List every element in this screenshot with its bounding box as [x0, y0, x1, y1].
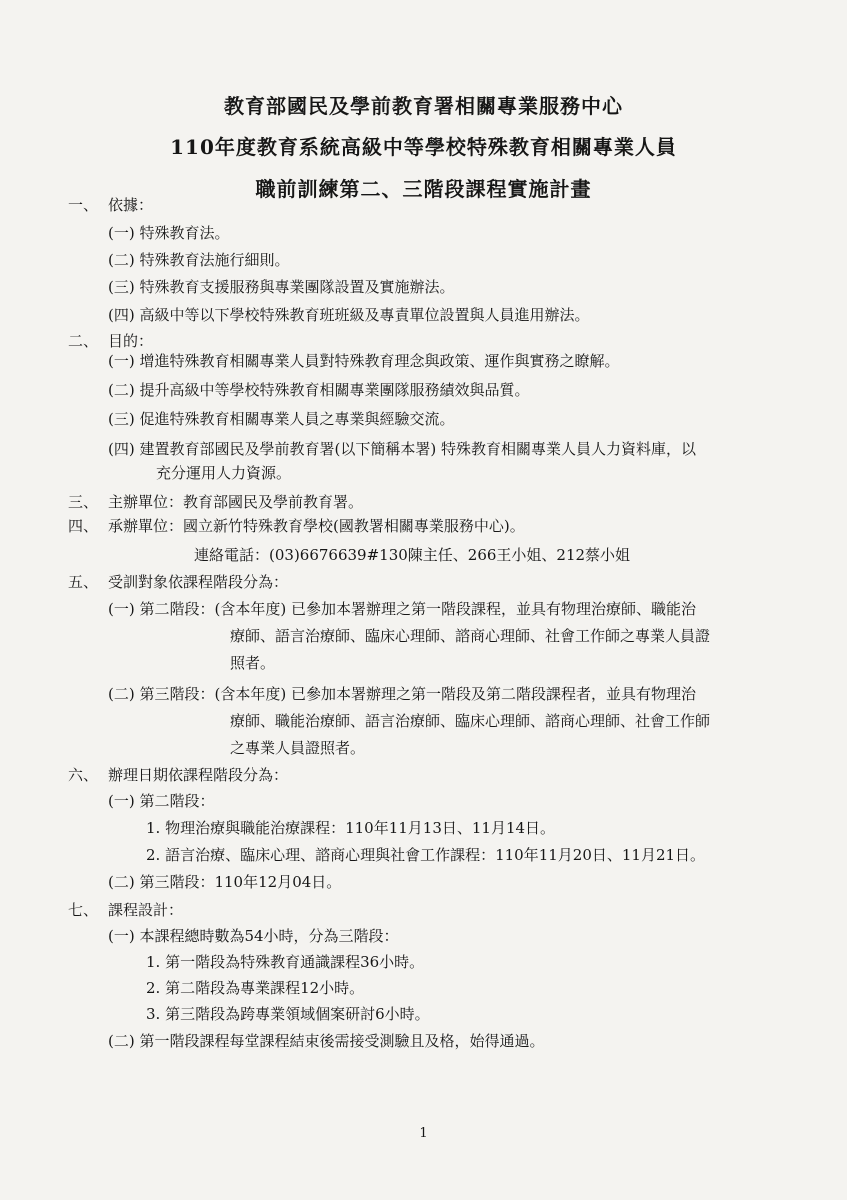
section-3-number: 三、 [68, 493, 99, 511]
section-2-item: (二) 提升高級中等學校特殊教育相關專業團隊服務績效與品質。 [108, 381, 530, 399]
section-7-subitem: 2. 第二階段為專業課程12小時。 [146, 979, 365, 997]
section-5-item-continuation: 療師、職能治療師、語言治療師、臨床心理師、諮商心理師、社會工作師 [230, 712, 711, 730]
page-number: 1 [419, 1126, 428, 1141]
section-5-item: (一) 第二階段：(含本年度) 已參加本署辦理之第一階段課程，並具有物理治療師、職能治 [108, 600, 696, 618]
section-2-item-continuation: 充分運用人力資源。 [156, 464, 292, 482]
section-6-title: 辦理日期依課程階段分為： [108, 766, 289, 784]
section-5-item: (二) 第三階段：(含本年度) 已參加本署辦理之第一階段及第二階段課程者，並具有物理治 [108, 685, 696, 703]
section-7-subitem: 3. 第三階段為跨專業領域個案研討6小時。 [146, 1005, 430, 1023]
section-5-item-continuation: 照者。 [230, 654, 276, 672]
header-line-2: 110年度教育系統高級中等學校特殊教育相關專業人員 [170, 135, 677, 159]
section-2-item: (四) 建置教育部國民及學前教育署(以下簡稱本署) 特殊教育相關專業人員人力資料庫，以 [108, 440, 696, 458]
section-4-contact: 連絡電話：(03)6676639#130陳主任、266王小姐、212蔡小姐 [194, 546, 631, 564]
section-7-title: 課程設計： [108, 901, 184, 919]
section-4-text: 承辦單位：國立新竹特殊教育學校(國教署相關專業服務中心)。 [108, 517, 525, 535]
section-3-text: 主辦單位：教育部國民及學前教育署。 [108, 493, 364, 511]
section-2-item: (三) 促進特殊教育相關專業人員之專業與經驗交流。 [108, 410, 455, 428]
section-6-number: 六、 [68, 766, 99, 784]
section-1-item: (二) 特殊教育法施行細則。 [108, 251, 290, 269]
section-6-subitem: 1. 物理治療與職能治療課程：110年11月13日、11月14日。 [146, 819, 556, 837]
header-line-1: 教育部國民及學前教育署相關專業服務中心 [224, 94, 623, 118]
section-5-number: 五、 [68, 573, 99, 591]
section-7-item: (二) 第一階段課程每堂課程結束後需接受測驗且及格，始得通過。 [108, 1032, 545, 1050]
header-line-3: 職前訓練第二、三階段課程實施計畫 [255, 177, 592, 201]
section-1-item: (四) 高級中等以下學校特殊教育班班級及專責單位設置與人員進用辦法。 [108, 306, 590, 324]
section-7-number: 七、 [68, 901, 99, 919]
section-4-number: 四、 [68, 517, 99, 535]
section-2-title: 目的： [108, 332, 154, 350]
section-7-subitem: 1. 第一階段為特殊教育通識課程36小時。 [146, 953, 425, 971]
section-1-item: (一) 特殊教育法。 [108, 224, 230, 242]
section-1-item: (三) 特殊教育支援服務與專業團隊設置及實施辦法。 [108, 278, 455, 296]
section-6-item: (二) 第三階段：110年12月04日。 [108, 873, 342, 891]
section-2-item: (一) 增進特殊教育相關專業人員對特殊教育理念與政策、運作與實務之瞭解。 [108, 352, 620, 370]
section-5-title: 受訓對象依課程階段分為： [108, 573, 289, 591]
section-7-item: (一) 本課程總時數為54小時，分為三階段： [108, 927, 399, 945]
section-5-item-continuation: 療師、語言治療師、臨床心理師、諮商心理師、社會工作師之專業人員證 [230, 627, 711, 645]
section-1-title: 依據： [108, 196, 154, 214]
section-1-number: 一、 [68, 196, 99, 214]
section-6-subitem: 2. 語言治療、臨床心理、諮商心理與社會工作課程：110年11月20日、11月21日。 [146, 846, 706, 864]
section-2-number: 二、 [68, 332, 99, 350]
section-5-item-continuation: 之專業人員證照者。 [230, 739, 366, 757]
section-6-item: (一) 第二階段： [108, 792, 215, 810]
